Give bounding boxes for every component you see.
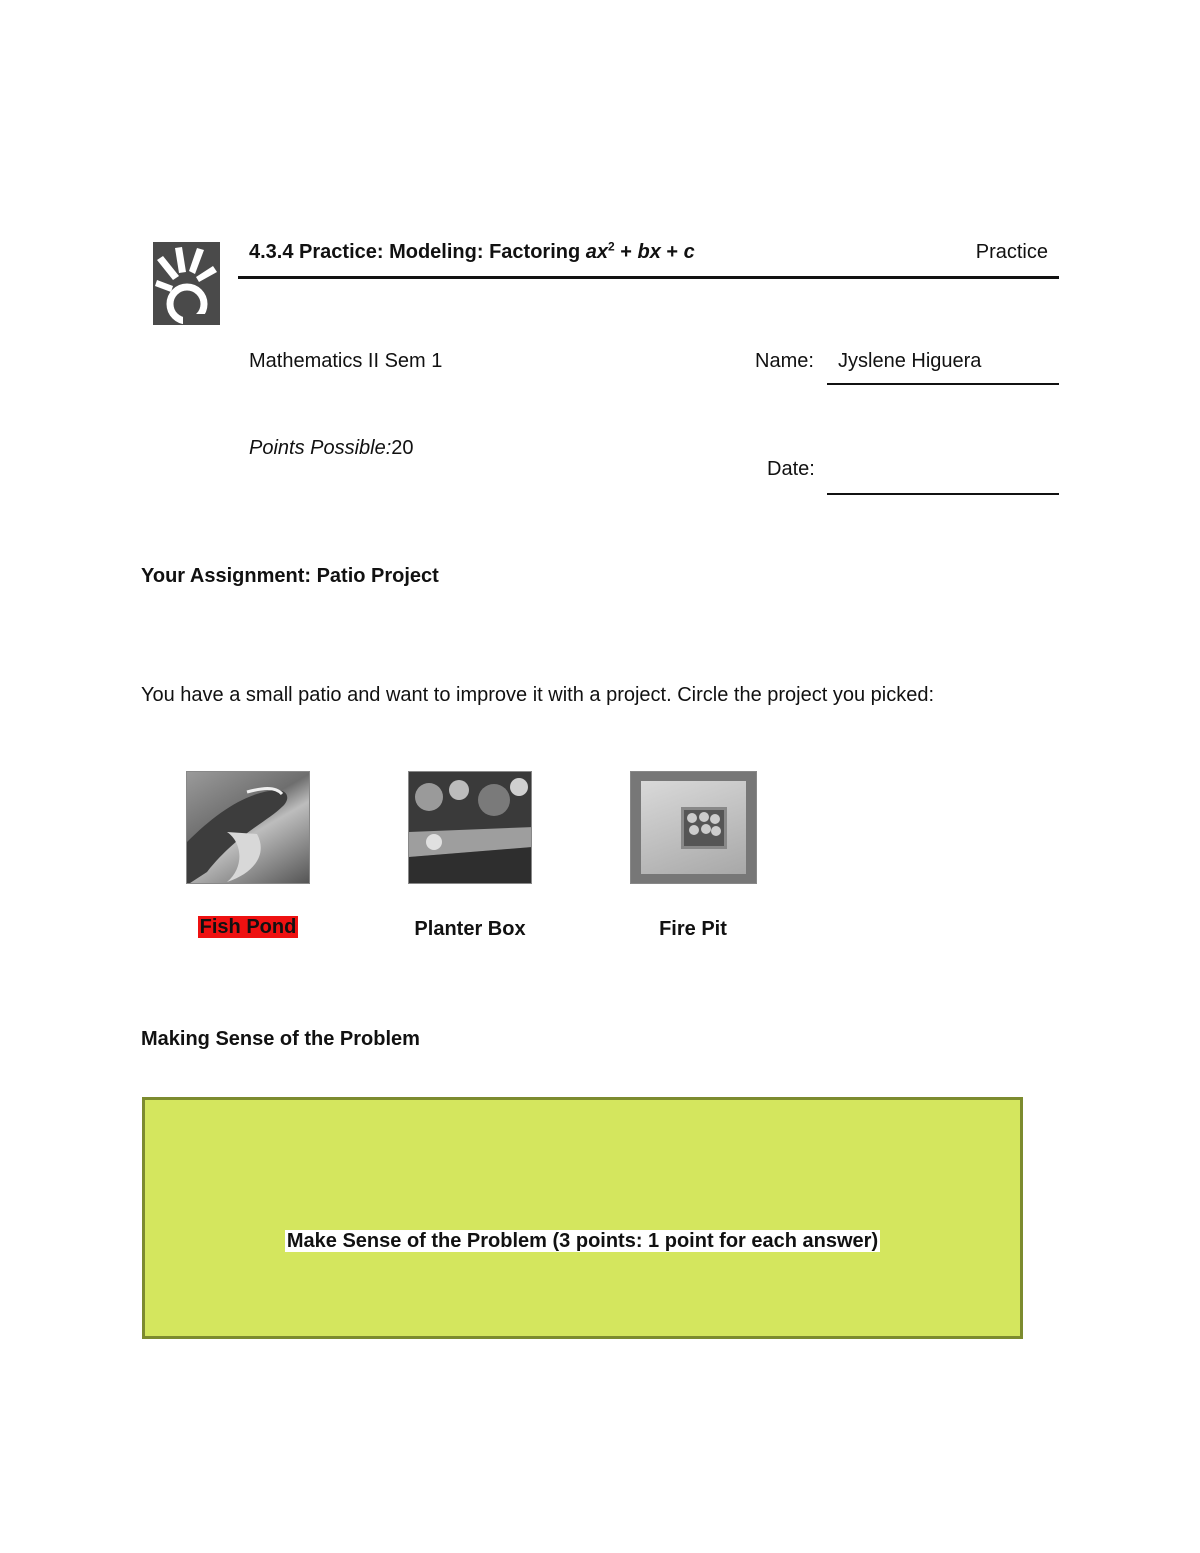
stone — [701, 824, 711, 834]
stone — [689, 825, 699, 835]
points-value: 20 — [391, 437, 414, 459]
fish-pond-photo-icon[interactable] — [186, 771, 310, 884]
name-field[interactable]: Jyslene Higuera — [838, 350, 982, 372]
name-underline — [827, 383, 1059, 385]
points-label: Points Possible: — [249, 437, 392, 459]
practice-tag: Practice — [975, 241, 1048, 263]
assignment-intro: You have a small patio and want to improve it with a project. Circle the project you picked: — [141, 684, 935, 706]
make-sense-box-label — [145, 1230, 1020, 1253]
make-sense-answer-box[interactable] — [142, 1097, 1023, 1339]
stone — [687, 813, 697, 823]
worksheet-title: 4.3.4 Practice: Modeling: Factoring $ax^2$ + bx + c — [249, 239, 695, 263]
planter-box-photo-icon[interactable] — [408, 771, 532, 884]
fire-pit-stones — [681, 807, 727, 849]
project-option-planter-box[interactable]: Planter Box — [414, 918, 526, 940]
stone — [699, 812, 709, 822]
date-field[interactable] — [827, 493, 1059, 495]
header-divider — [238, 276, 1059, 279]
stone — [711, 826, 721, 836]
fire-pit-slab — [641, 781, 746, 874]
stone — [710, 814, 720, 824]
course-name: Mathematics II Sem 1 — [249, 350, 443, 372]
assignment-heading: Your Assignment: Patio Project — [141, 565, 439, 587]
fire-pit-photo-icon[interactable] — [630, 771, 757, 884]
date-label: Date: — [767, 458, 815, 480]
publisher-logo-icon — [153, 242, 220, 325]
make-sense-box-text: Make Sense of the Problem (3 points: 1 point for each answer) — [286, 1230, 879, 1252]
project-option-fire-pit[interactable]: Fire Pit — [659, 918, 727, 940]
fish-pond-label: Fish Pond — [199, 916, 297, 938]
project-option-fish-pond[interactable] — [186, 916, 310, 939]
name-label: Name: — [755, 350, 814, 372]
making-sense-heading: Making Sense of the Problem — [141, 1028, 420, 1050]
points-possible — [249, 437, 414, 460]
